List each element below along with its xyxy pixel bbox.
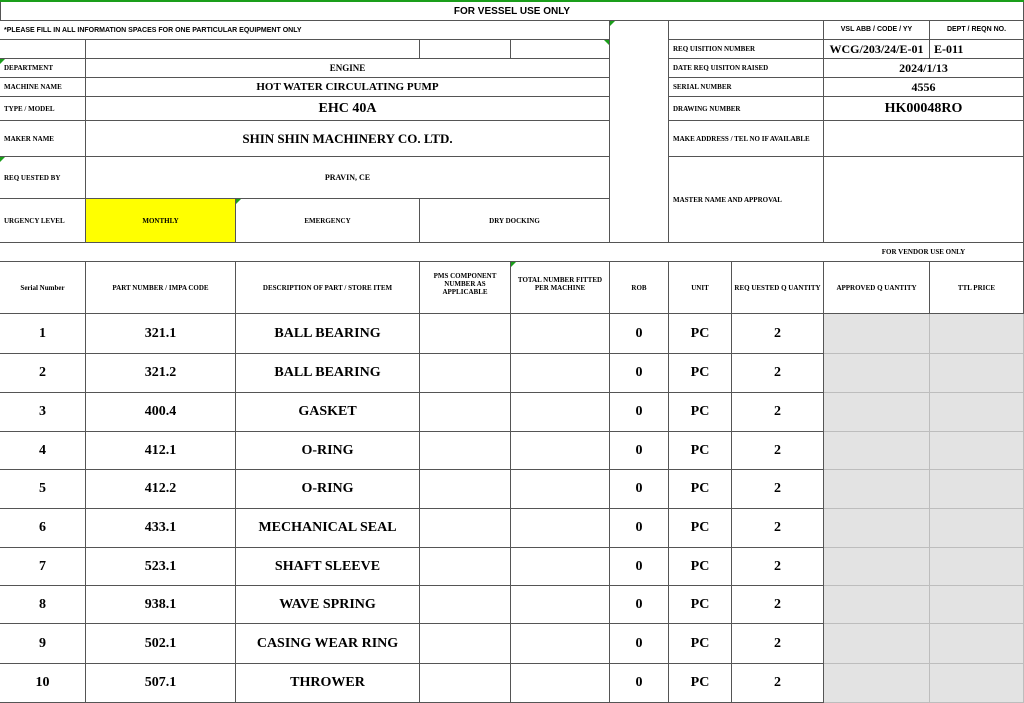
- maker-value[interactable]: SHIN SHIN MACHINERY CO. LTD.: [86, 121, 610, 157]
- master-approval-label: MASTER NAME AND APPROVAL: [669, 157, 824, 243]
- approved-qty-cell[interactable]: [824, 509, 930, 548]
- right-header-blank: [669, 21, 824, 40]
- unit-cell[interactable]: PC: [669, 354, 732, 393]
- type-label: TYPE / MODEL: [0, 97, 86, 121]
- description-cell[interactable]: O-RING: [236, 432, 420, 470]
- rob-cell[interactable]: 0: [610, 432, 669, 470]
- urgency-emergency[interactable]: EMERGENCY: [236, 199, 420, 243]
- vsl-header: VSL ABB / CODE / YY: [824, 21, 930, 40]
- approved-qty-cell[interactable]: [824, 664, 930, 703]
- pms-cell[interactable]: [420, 393, 511, 432]
- rob-cell[interactable]: 0: [610, 393, 669, 432]
- serial-label: SERIAL NUMBER: [669, 78, 824, 97]
- requested-by-label: REQ UESTED BY: [0, 157, 86, 199]
- serial-cell[interactable]: 9: [0, 624, 86, 664]
- rob-cell[interactable]: 0: [610, 586, 669, 624]
- unit-cell[interactable]: PC: [669, 314, 732, 354]
- rob-cell[interactable]: 0: [610, 470, 669, 509]
- blank-cell[interactable]: [420, 40, 511, 59]
- comment-marker: [0, 157, 5, 162]
- total-fitted-cell[interactable]: [511, 586, 610, 624]
- description-cell[interactable]: MECHANICAL SEAL: [236, 509, 420, 548]
- instruction-text: *PLEASE FILL IN ALL INFORMATION SPACES FOR ONE PARTICULAR EQUIPMENT ONLY: [0, 21, 610, 40]
- serial-cell[interactable]: 6: [0, 509, 86, 548]
- serial-cell[interactable]: 10: [0, 664, 86, 703]
- col-header-total-fitted: TOTAL NUMBER FITTED PER MACHINE: [511, 262, 610, 314]
- rob-cell[interactable]: 0: [610, 664, 669, 703]
- col-header-serial: Serial Number: [0, 262, 86, 314]
- ttl-price-cell[interactable]: [930, 624, 1024, 664]
- vessel-banner: [0, 2, 1024, 21]
- total-fitted-cell[interactable]: [511, 548, 610, 586]
- date-value[interactable]: 2024/1/13: [824, 59, 1024, 78]
- pms-cell[interactable]: [420, 586, 511, 624]
- pms-cell[interactable]: [420, 314, 511, 354]
- unit-cell[interactable]: PC: [669, 586, 732, 624]
- urgency-monthly[interactable]: MONTHLY: [86, 199, 236, 243]
- department-label: DEPARTMENT: [0, 59, 86, 78]
- comment-marker: [0, 59, 5, 64]
- col-header-description: DESCRIPTION OF PART / STORE ITEM: [236, 262, 420, 314]
- col-header-approved-qty: APPROVED Q UANTITY: [824, 262, 930, 314]
- serial-cell[interactable]: 3: [0, 393, 86, 432]
- ttl-price-cell[interactable]: [930, 548, 1024, 586]
- maker-label: MAKER NAME: [0, 121, 86, 157]
- date-label: DATE REQ UISITON RAISED: [669, 59, 824, 78]
- ttl-price-cell[interactable]: [930, 664, 1024, 703]
- serial-cell[interactable]: 5: [0, 470, 86, 509]
- ttl-price-cell[interactable]: [930, 509, 1024, 548]
- requested-by-value[interactable]: PRAVIN, CE: [86, 157, 610, 199]
- description-cell[interactable]: BALL BEARING: [236, 314, 420, 354]
- total-fitted-cell[interactable]: [511, 470, 610, 509]
- department-value[interactable]: ENGINE: [86, 59, 610, 78]
- description-cell[interactable]: BALL BEARING: [236, 354, 420, 393]
- blank-cell[interactable]: [0, 40, 86, 59]
- approved-qty-cell[interactable]: [824, 470, 930, 509]
- pms-cell[interactable]: [420, 548, 511, 586]
- serial-cell[interactable]: 8: [0, 586, 86, 624]
- total-fitted-cell[interactable]: [511, 664, 610, 703]
- spacer-column-top: [610, 21, 669, 243]
- comment-marker: [511, 262, 516, 267]
- description-cell[interactable]: WAVE SPRING: [236, 586, 420, 624]
- unit-cell[interactable]: PC: [669, 470, 732, 509]
- approved-qty-cell[interactable]: [824, 432, 930, 470]
- part-number-cell[interactable]: 938.1: [86, 586, 236, 624]
- ttl-price-cell[interactable]: [930, 314, 1024, 354]
- requested-qty-cell[interactable]: 2: [732, 548, 824, 586]
- approved-qty-cell[interactable]: [824, 624, 930, 664]
- pms-cell[interactable]: [420, 624, 511, 664]
- blank-cell[interactable]: [511, 40, 610, 59]
- part-number-cell[interactable]: 400.4: [86, 393, 236, 432]
- drawing-label: DRAWING NUMBER: [669, 97, 824, 121]
- unit-cell[interactable]: PC: [669, 509, 732, 548]
- requested-qty-cell[interactable]: 2: [732, 432, 824, 470]
- comment-marker: [236, 199, 241, 204]
- ttl-price-cell[interactable]: [930, 354, 1024, 393]
- ttl-price-cell[interactable]: [930, 432, 1024, 470]
- unit-cell[interactable]: PC: [669, 393, 732, 432]
- urgency-label: URGENCY LEVEL: [0, 199, 86, 243]
- approved-qty-cell[interactable]: [824, 354, 930, 393]
- description-cell[interactable]: CASING WEAR RING: [236, 624, 420, 664]
- urgency-dry-docking[interactable]: DRY DOCKING: [420, 199, 610, 243]
- col-header-ttl-price: TTL PRICE: [930, 262, 1024, 314]
- pms-cell[interactable]: [420, 432, 511, 470]
- machine-label: MACHINE NAME: [0, 78, 86, 97]
- requested-qty-cell[interactable]: 2: [732, 314, 824, 354]
- serial-value[interactable]: 4556: [824, 78, 1024, 97]
- serial-cell[interactable]: 4: [0, 432, 86, 470]
- pms-cell[interactable]: [420, 354, 511, 393]
- total-fitted-cell[interactable]: [511, 624, 610, 664]
- requested-qty-cell[interactable]: 2: [732, 586, 824, 624]
- req-no-dept-value[interactable]: E-011: [930, 40, 1024, 59]
- req-no-vsl-value[interactable]: WCG/203/24/E-01: [824, 40, 930, 59]
- col-header-rob: ROB: [610, 262, 669, 314]
- col-header-requested-qty: REQ UESTED Q UANTITY: [732, 262, 824, 314]
- machine-value[interactable]: HOT WATER CIRCULATING PUMP: [86, 78, 610, 97]
- vendor-banner: FOR VENDOR USE ONLY: [824, 243, 1024, 262]
- description-cell[interactable]: SHAFT SLEEVE: [236, 548, 420, 586]
- master-approval-value[interactable]: [824, 157, 1024, 243]
- vendor-banner-spacer: [0, 243, 824, 262]
- part-number-cell[interactable]: 433.1: [86, 509, 236, 548]
- serial-cell[interactable]: 2: [0, 354, 86, 393]
- dept-header: DEPT / REQN NO.: [930, 21, 1024, 40]
- ttl-price-cell[interactable]: [930, 470, 1024, 509]
- comment-marker: [604, 40, 609, 45]
- part-number-cell[interactable]: 502.1: [86, 624, 236, 664]
- ttl-price-cell[interactable]: [930, 393, 1024, 432]
- serial-cell[interactable]: 1: [0, 314, 86, 354]
- req-no-label: REQ UISITION NUMBER: [669, 40, 824, 59]
- requested-qty-cell[interactable]: 2: [732, 393, 824, 432]
- vessel-banner-text: FOR VESSEL USE ONLY: [453, 5, 571, 17]
- maker-address-value[interactable]: [824, 121, 1024, 157]
- pms-cell[interactable]: [420, 470, 511, 509]
- total-fitted-cell[interactable]: [511, 432, 610, 470]
- comment-marker: [610, 21, 615, 26]
- col-header-pms: PMS COMPONENT NUMBER AS APPLICABLE: [420, 262, 511, 314]
- requested-qty-cell[interactable]: 2: [732, 509, 824, 548]
- approved-qty-cell[interactable]: [824, 393, 930, 432]
- description-cell[interactable]: GASKET: [236, 393, 420, 432]
- part-number-cell[interactable]: 412.2: [86, 470, 236, 509]
- rob-cell[interactable]: 0: [610, 548, 669, 586]
- requested-qty-cell[interactable]: 2: [732, 470, 824, 509]
- rob-cell[interactable]: 0: [610, 509, 669, 548]
- part-number-cell[interactable]: 523.1: [86, 548, 236, 586]
- serial-cell[interactable]: 7: [0, 548, 86, 586]
- part-number-cell[interactable]: 321.1: [86, 314, 236, 354]
- col-header-unit: UNIT: [669, 262, 732, 314]
- maker-address-label: MAKE ADDRESS / TEL NO IF AVAILABLE: [669, 121, 824, 157]
- part-number-cell[interactable]: 507.1: [86, 664, 236, 703]
- total-fitted-cell[interactable]: [511, 393, 610, 432]
- approved-qty-cell[interactable]: [824, 314, 930, 354]
- requested-qty-cell[interactable]: 2: [732, 354, 824, 393]
- pms-cell[interactable]: [420, 664, 511, 703]
- col-header-part: PART NUMBER / IMPA CODE: [86, 262, 236, 314]
- rob-cell[interactable]: 0: [610, 624, 669, 664]
- total-fitted-cell[interactable]: [511, 509, 610, 548]
- description-cell[interactable]: THROWER: [236, 664, 420, 703]
- drawing-value[interactable]: HK00048RO: [824, 97, 1024, 121]
- requested-qty-cell[interactable]: 2: [732, 624, 824, 664]
- rob-cell[interactable]: 0: [610, 354, 669, 393]
- total-fitted-cell[interactable]: [511, 314, 610, 354]
- total-fitted-cell[interactable]: [511, 354, 610, 393]
- type-value[interactable]: EHC 40A: [86, 97, 610, 121]
- part-number-cell[interactable]: 412.1: [86, 432, 236, 470]
- requested-qty-cell[interactable]: 2: [732, 664, 824, 703]
- approved-qty-cell[interactable]: [824, 548, 930, 586]
- ttl-price-cell[interactable]: [930, 586, 1024, 624]
- unit-cell[interactable]: PC: [669, 664, 732, 703]
- unit-cell[interactable]: PC: [669, 548, 732, 586]
- description-cell[interactable]: O-RING: [236, 470, 420, 509]
- rob-cell[interactable]: 0: [610, 314, 669, 354]
- pms-cell[interactable]: [420, 509, 511, 548]
- unit-cell[interactable]: PC: [669, 624, 732, 664]
- part-number-cell[interactable]: 321.2: [86, 354, 236, 393]
- approved-qty-cell[interactable]: [824, 586, 930, 624]
- blank-cell[interactable]: [86, 40, 420, 59]
- unit-cell[interactable]: PC: [669, 432, 732, 470]
